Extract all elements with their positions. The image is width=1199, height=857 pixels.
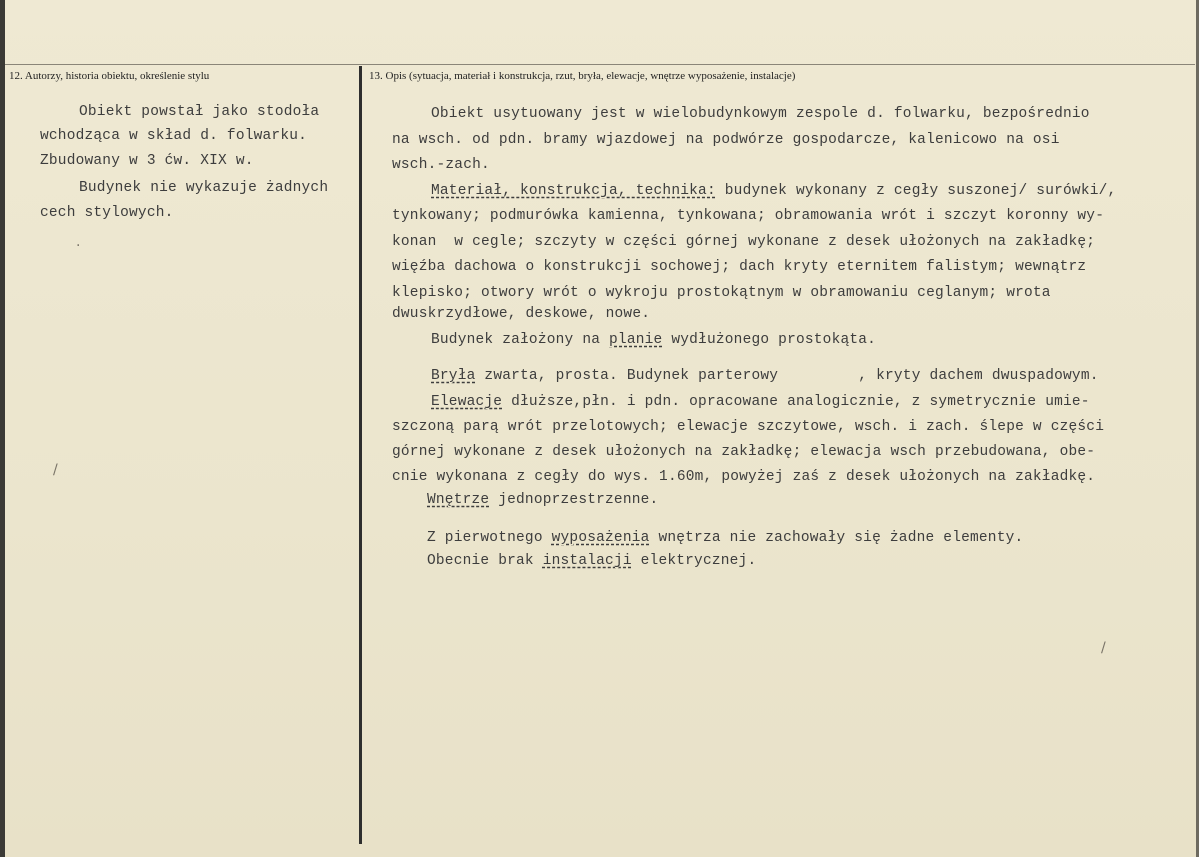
right-line-8: klepisko; otwory wrót o wykroju prostokątnym w obramowaniu ceglanym; wrota (392, 285, 1051, 301)
elewacje-text: dłuższe,płn. i pdn. opracowane analogicznie, z symetrycznie umie- (502, 394, 1090, 410)
left-line-4: Budynek nie wykazuje żadnych (79, 180, 329, 196)
right-line-11 (431, 368, 1099, 384)
right-line-15: cnie wykonana z cegły do wys. 1.60m, powyżej zaś z desek ułożonych na zakładkę. (392, 469, 1096, 485)
roof-text: , kryty dachem dwuspadowym. (778, 368, 1099, 384)
right-line-16 (427, 492, 658, 508)
right-line-12 (431, 394, 1090, 410)
instalacje-prefix: Obecnie brak (427, 553, 543, 569)
right-line-6: konan w cegle; szczyty w części górnej wykonane z desek ułożonych na zakładkę; (392, 234, 1096, 250)
right-line-3: wsch.-zach. (392, 157, 490, 173)
wyposazenie-prefix: Z pierwotnego (427, 530, 552, 546)
right-line-13: szczoną parą wrót przelotowych; elewacje szczytowe, wsch. i zach. ślepe w części (392, 419, 1105, 435)
wyposazenie-label: wyposażenia (551, 530, 650, 546)
right-line-4 (431, 183, 1116, 199)
bryla-label: Bryła (431, 368, 476, 384)
right-line-7: więźba dachowa o konstrukcji sochowej; dach kryty eternitem falistym; wewnątrz (392, 259, 1087, 275)
right-line-18 (427, 553, 756, 569)
section-12-heading: 12. Autorzy, historia obiektu, określenie stylu (9, 70, 210, 82)
right-line-1: Obiekt usytuowany jest w wielobudynkowym zespole d. folwarku, bezpośrednio (431, 106, 1090, 122)
plan-text: wydłużonego prostokąta. (662, 332, 877, 348)
left-line-1: Obiekt powstał jako stodoła (79, 104, 320, 120)
material-text: budynek wykonany z cegły suszonej/ surówki/, (715, 183, 1117, 199)
column-divider (359, 66, 362, 844)
right-line-17 (427, 530, 1023, 546)
stray-mark-tick-right: / (1101, 640, 1106, 656)
plan-prefix: Budynek założony na (431, 332, 610, 348)
right-line-9: dwuskrzydłowe, deskowe, nowe. (392, 306, 651, 322)
material-label: Materiał, konstrukcja, technika: (431, 183, 716, 199)
bryla-text: zwarta, prosta. Budynek (475, 368, 699, 384)
right-line-10 (431, 332, 876, 348)
header-rule (5, 64, 1195, 65)
right-line-14: górnej wykonane z desek ułożonych na zakładkę; elewacja wsch przebudowana, obe- (392, 444, 1096, 460)
section-13-heading: 13. Opis (sytuacja, materiał i konstrukcja, rzut, bryła, elewacje, wnętrze wyposażenie, instalacje) (369, 70, 796, 82)
storey-value: parterowy (698, 368, 779, 384)
left-line-2: wchodząca w skład d. folwarku. (40, 128, 308, 144)
plan-label: planie (609, 332, 663, 348)
instalacje-label: instalacji (542, 553, 632, 569)
stray-mark-tick: / (53, 462, 58, 478)
wnetrze-label: Wnętrze (427, 492, 490, 508)
wyposazenie-text: wnętrza nie zachowały się żadne elementy. (649, 530, 1024, 546)
right-line-5: tynkowany; podmurówka kamienna, tynkowana; obramowania wrót i szczyt koronny wy- (392, 208, 1105, 224)
stray-mark-dot: · (76, 238, 81, 254)
wnetrze-text: jednoprzestrzenne. (489, 492, 659, 508)
left-line-5: cech stylowych. (40, 205, 174, 221)
instalacje-text: elektrycznej. (631, 553, 757, 569)
left-line-3: Zbudowany w 3 ćw. XIX w. (40, 153, 254, 169)
sheet-left-edge (0, 0, 5, 857)
right-line-2: na wsch. od pdn. bramy wjazdowej na podwórze gospodarcze, kalenicowo na osi (392, 132, 1060, 148)
elewacje-label: Elewacje (431, 394, 503, 410)
